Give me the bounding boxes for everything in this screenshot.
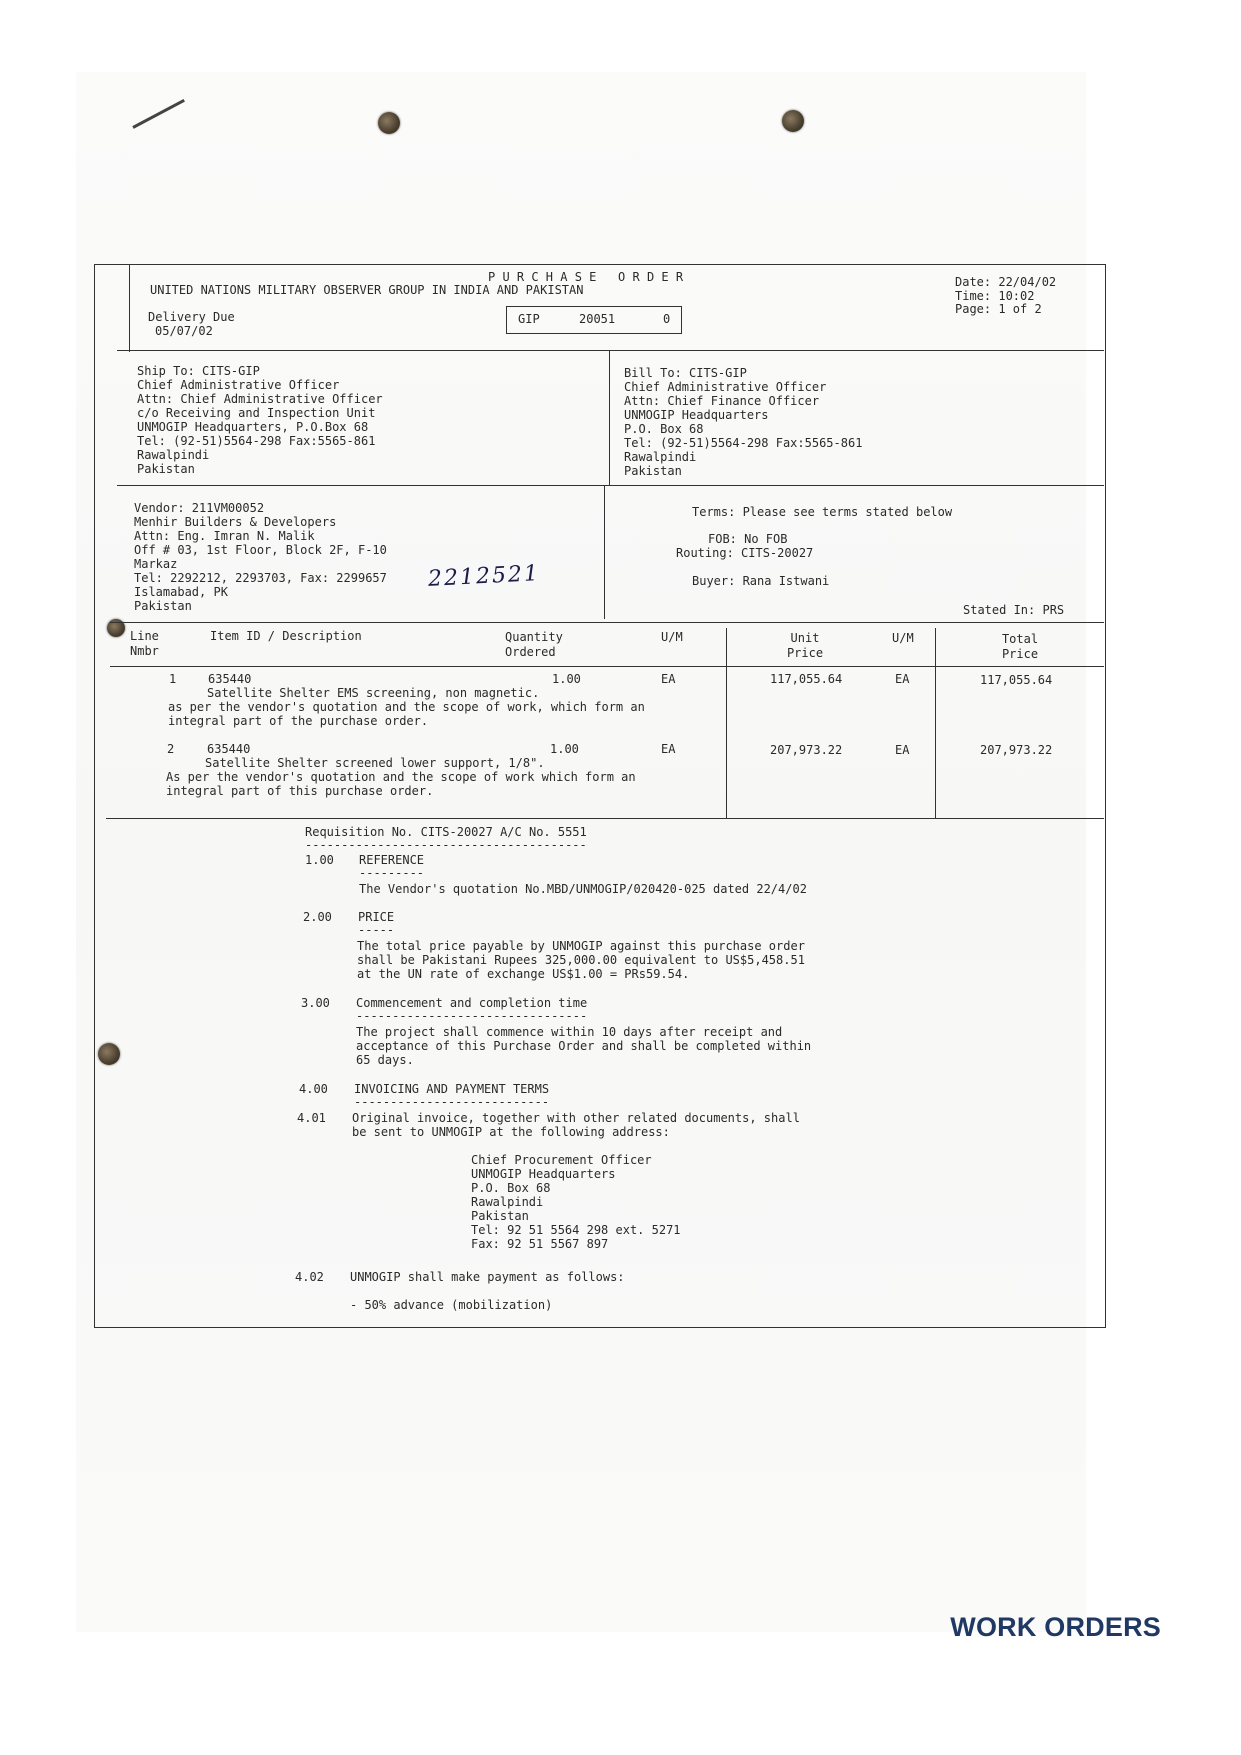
row-total: 207,973.22	[980, 743, 1053, 757]
fob-line: FOB: No FOB	[708, 532, 788, 546]
section-heading: INVOICING AND PAYMENT TERMS	[354, 1082, 550, 1096]
po-number: 20051	[579, 312, 616, 326]
row-desc-2: As per the vendor's quotation and the scope of work which form an	[166, 770, 636, 784]
col-header-item: Item ID / Description	[210, 629, 362, 643]
row-unit-price: 207,973.22	[770, 743, 843, 757]
header-divider	[117, 350, 1104, 351]
po-number-box	[506, 306, 682, 334]
vendor-line: Markaz	[134, 557, 178, 571]
section-text: be sent to UNMOGIP at the following address:	[352, 1125, 670, 1139]
section-text: UNMOGIP shall make payment as follows:	[350, 1270, 625, 1284]
section-text: 65 days.	[356, 1053, 414, 1067]
requisition-rule: ---------------------------------------	[305, 838, 587, 852]
po-prefix: GIP	[518, 312, 540, 326]
col-header-unit-price: Unit Price	[786, 631, 824, 660]
row-desc-3: integral part of this purchase order.	[166, 784, 434, 798]
table-header-rule	[110, 666, 1104, 667]
vendor-line: Off # 03, 1st Floor, Block 2F, F-10	[134, 543, 387, 557]
shipto-line: Rawalpindi	[137, 448, 210, 462]
section-number: 4.01	[297, 1111, 326, 1125]
section-number: 4.00	[299, 1082, 328, 1096]
row-quantity: 1.00	[550, 742, 579, 756]
row-quantity: 1.00	[552, 672, 581, 686]
row-um-2: EA	[895, 743, 910, 757]
section-rule: --------------------------------	[356, 1009, 588, 1023]
section-rule: ---------------------------	[354, 1095, 550, 1109]
billto-line: Rawalpindi	[624, 450, 697, 464]
shipto-line: Attn: Chief Administrative Officer	[137, 392, 383, 406]
row-desc-3: integral part of the purchase order.	[168, 714, 429, 728]
document-title: P U R C H A S E O R D E R	[488, 270, 684, 284]
address-line: UNMOGIP Headquarters	[471, 1167, 616, 1181]
table-row	[0, 742, 1241, 812]
shipto-line: Pakistan	[137, 462, 195, 476]
stated-in: Stated In: PRS	[963, 603, 1065, 617]
vendor-line: Menhir Builders & Developers	[134, 515, 337, 529]
section-text: The Vendor's quotation No.MBD/UNMOGIP/020420-025 dated 22/4/02	[359, 882, 807, 896]
section-text: shall be Pakistani Rupees 325,000.00 equivalent to US$5,458.51	[357, 953, 805, 967]
section-text: Original invoice, together with other related documents, shall	[352, 1111, 800, 1125]
section-number: 1.00	[305, 853, 334, 867]
address-line: Chief Procurement Officer	[471, 1153, 652, 1167]
row-item-id: 635440	[208, 672, 252, 686]
page-label: Page: 1 of 2	[955, 302, 1042, 316]
delivery-due-label: Delivery Due	[148, 310, 235, 324]
vendor-line: Vendor: 211VM00052	[134, 501, 265, 515]
billto-line: P.O. Box 68	[624, 422, 704, 436]
col-header-line: Line Nmbr	[130, 629, 159, 658]
header-left-edge	[129, 264, 130, 352]
section-text: The project shall commence within 10 days after receipt and	[356, 1025, 783, 1039]
row-line-number: 2	[167, 742, 175, 756]
table-bottom-rule	[106, 818, 1104, 819]
routing-line: Routing: CITS-20027	[676, 546, 814, 560]
shipto-line: Ship To: CITS-GIP	[137, 364, 260, 378]
section-rule: -----	[358, 923, 395, 937]
row-desc-1: Satellite Shelter EMS screening, non magnetic.	[207, 686, 540, 700]
handwritten-note: 2212521	[427, 561, 541, 592]
row-line-number: 1	[169, 672, 177, 686]
shipto-line: Tel: (92-51)5564-298 Fax:5565-861	[137, 434, 376, 448]
section-heading: PRICE	[358, 910, 395, 924]
col-header-um: U/M	[661, 630, 683, 644]
billto-line: Bill To: CITS-GIP	[624, 366, 747, 380]
billto-line: Tel: (92-51)5564-298 Fax:5565-861	[624, 436, 863, 450]
ship-to-block	[137, 364, 383, 476]
requisition-line: Requisition No. CITS-20027 A/C No. 5551	[305, 825, 587, 839]
billto-line: Pakistan	[624, 464, 682, 478]
row-um: EA	[661, 742, 676, 756]
billto-line: Chief Administrative Officer	[624, 380, 827, 394]
address-line: Pakistan	[471, 1209, 529, 1223]
date-label: Date: 22/04/02	[955, 275, 1057, 289]
section-heading: Commencement and completion time	[356, 996, 588, 1010]
col-header-total-price: Total Price	[1001, 632, 1039, 661]
address-line: Rawalpindi	[471, 1195, 544, 1209]
header-rule-top	[130, 264, 1104, 265]
section-text: acceptance of this Purchase Order and shall be completed within	[356, 1039, 812, 1053]
shipto-line: UNMOGIP Headquarters, P.O.Box 68	[137, 420, 369, 434]
bill-to-block	[624, 366, 862, 478]
po-revision: 0	[663, 312, 671, 326]
shipto-line: Chief Administrative Officer	[137, 378, 340, 392]
delivery-due-value: 05/07/02	[155, 324, 213, 338]
row-desc-2: as per the vendor's quotation and the scope of work, which form an	[168, 700, 645, 714]
shipto-line: c/o Receiving and Inspection Unit	[137, 406, 376, 420]
billto-line: Attn: Chief Finance Officer	[624, 394, 820, 408]
organization-name: UNITED NATIONS MILITARY OBSERVER GROUP IN INDIA AND PAKISTAN	[150, 283, 584, 297]
punch-hole-top-left	[378, 112, 400, 134]
time-label: Time: 10:02	[955, 289, 1035, 303]
vendor-line: Tel: 2292212, 2293703, Fax: 2299657	[134, 571, 387, 585]
terms-line: Terms: Please see terms stated below	[692, 505, 953, 519]
section-text: at the UN rate of exchange US$1.00 = PRs59.54.	[357, 967, 690, 981]
payment-item: - 50% advance (mobilization)	[350, 1298, 553, 1312]
col-header-um-2: U/M	[892, 631, 914, 645]
vendor-line: Pakistan	[134, 599, 192, 613]
table-row	[0, 672, 1241, 742]
row-item-id: 635440	[207, 742, 251, 756]
address-line: Tel: 92 51 5564 298 ext. 5271	[471, 1223, 681, 1237]
address-column-divider	[609, 350, 610, 485]
row-unit-price: 117,055.64	[770, 672, 843, 686]
address-divider	[117, 485, 1104, 486]
vendor-block	[134, 501, 387, 613]
section-number: 3.00	[301, 996, 330, 1010]
procurement-address	[471, 1153, 681, 1251]
row-um-2: EA	[895, 672, 910, 686]
vendor-column-divider	[604, 485, 605, 619]
row-um: EA	[661, 672, 676, 686]
row-desc-1: Satellite Shelter screened lower support, 1/8".	[205, 756, 545, 770]
work-orders-label: WORK ORDERS	[950, 1612, 1161, 1642]
section-number: 2.00	[303, 910, 332, 924]
vendor-line: Attn: Eng. Imran N. Malik	[134, 529, 315, 543]
address-line: Fax: 92 51 5567 897	[471, 1237, 609, 1251]
row-total: 117,055.64	[980, 673, 1053, 687]
section-heading: REFERENCE	[359, 853, 425, 867]
section-number: 4.02	[295, 1270, 324, 1284]
address-line: P.O. Box 68	[471, 1181, 551, 1195]
vendor-line: Islamabad, PK	[134, 585, 228, 599]
section-rule: ---------	[359, 866, 425, 880]
billto-line: UNMOGIP Headquarters	[624, 408, 769, 422]
col-header-quantity: Quantity Ordered	[505, 630, 563, 659]
punch-hole-top-right	[782, 110, 804, 132]
table-top-rule	[110, 622, 1104, 623]
section-text: The total price payable by UNMOGIP against this purchase order	[357, 939, 805, 953]
buyer-line: Buyer: Rana Istwani	[692, 574, 830, 588]
